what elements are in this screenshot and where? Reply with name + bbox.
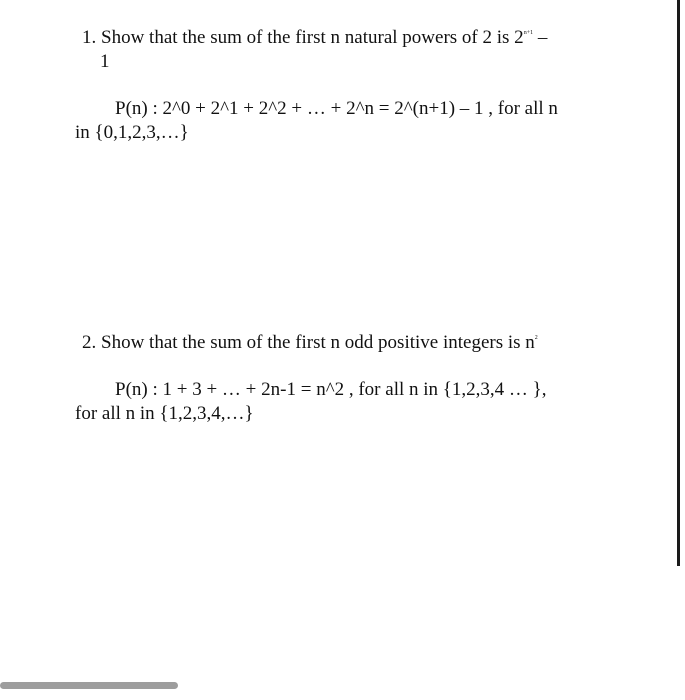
- problem-1-statement-line-1: P(n) : 2^0 + 2^1 + 2^2 + … + 2^n = 2^(n+1) – 1 , for all n: [115, 98, 558, 119]
- problem-1-title-continuation: 1: [100, 51, 110, 72]
- problem-2-statement-line-1: P(n) : 1 + 3 + … + 2n-1 = n^2 , for all n in {1,2,3,4 … },: [115, 379, 547, 400]
- problem-1-statement-line-2: in {0,1,2,3,…}: [75, 122, 189, 143]
- page-right-border: [677, 0, 680, 566]
- problem-1-title-text: 1. Show that the sum of the first n natural powers of 2 is 2: [82, 27, 524, 48]
- problem-2-title: [82, 331, 538, 355]
- problem-2-statement-line-2: for all n in {1,2,3,4,…}: [75, 403, 254, 424]
- problem-1-title-exponent: n+1: [523, 30, 534, 36]
- horizontal-scrollbar[interactable]: [0, 682, 178, 689]
- problem-2-title-text: 2. Show that the sum of the first n odd positive integers is n: [82, 332, 535, 353]
- problem-1-title: [82, 26, 547, 50]
- problem-1-title-tail: –: [533, 27, 548, 48]
- problem-2-title-exponent: 2: [534, 335, 538, 341]
